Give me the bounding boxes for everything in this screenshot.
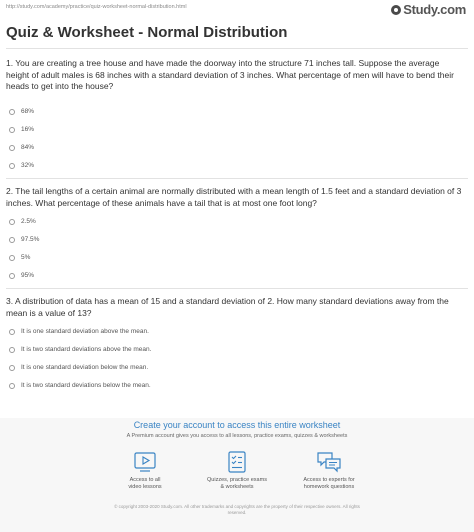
question-divider: [6, 178, 468, 179]
question-3-option-2[interactable]: [9, 346, 151, 353]
feature-label-line2: & worksheets: [220, 484, 254, 490]
radio-button[interactable]: [9, 145, 15, 151]
question-3-option-3[interactable]: [9, 364, 148, 371]
radio-button[interactable]: [9, 163, 15, 169]
option-label: It is one standard deviation below the mean.: [21, 364, 149, 371]
option-label: 5%: [21, 254, 31, 261]
ask-experts-icon: [316, 451, 342, 473]
question-2-option-1[interactable]: [9, 218, 36, 225]
question-3-option-4[interactable]: [9, 382, 151, 389]
radio-button[interactable]: [9, 255, 15, 261]
question-2-option-3[interactable]: [9, 254, 30, 261]
video-lessons-icon: [133, 451, 157, 473]
question-divider: [6, 288, 468, 289]
radio-button[interactable]: [9, 383, 15, 389]
radio-button[interactable]: [9, 347, 15, 353]
option-label: 68%: [21, 108, 35, 115]
premium-cta-footer: [0, 418, 474, 532]
radio-button[interactable]: [9, 237, 15, 243]
radio-button[interactable]: [9, 365, 15, 371]
question-1-option-4[interactable]: [9, 162, 34, 169]
copyright-line-2: reserved.: [227, 510, 247, 515]
question-3-option-1[interactable]: [9, 328, 149, 335]
feature-label-line2: video lessons: [128, 484, 162, 490]
page-title: Quiz & Worksheet - Normal Distribution: [6, 24, 288, 41]
question-1-option-3[interactable]: [9, 144, 34, 151]
option-label: 95%: [21, 272, 35, 279]
copyright-line-1: © copyright 2003-2020 Study.com. All other trademarks and copyrights are the property of their respective owners. All rights: [114, 504, 360, 509]
copyright-notice: [0, 504, 474, 516]
title-divider: [6, 48, 468, 49]
option-label: 2.5%: [21, 218, 36, 225]
feature-label-line1: Quizzes, practice exams: [207, 477, 267, 483]
question-2-text: 2. The tail lengths of a certain animal are normally distributed with a mean length of 1.5 feet and a standard deviation of 3 inches. What percentage of these animals have a tail that is at most one foot long?: [6, 186, 462, 208]
cta-subtitle: A Premium account gives you access to all lessons, practice exams, quizzes & worksheets: [126, 433, 348, 439]
cta-title-link[interactable]: Create your account to access this entire worksheet: [133, 420, 341, 430]
option-label: It is two standard deviations above the mean.: [21, 346, 152, 353]
feature-ask-experts: [274, 451, 384, 491]
option-label: 16%: [21, 126, 35, 133]
option-label: 97.5%: [21, 236, 40, 243]
question-3-text: 3. A distribution of data has a mean of 15 and a standard deviation of 2. How many standard deviations away from the mean is a value of 13?: [6, 296, 449, 318]
study-logo: [391, 2, 466, 17]
question-2-option-2[interactable]: [9, 236, 39, 243]
feature-label-line2: homework questions: [303, 484, 355, 490]
option-label: 32%: [21, 162, 35, 169]
question-2-option-4[interactable]: [9, 272, 34, 279]
feature-label-line1: Access to experts for: [303, 477, 355, 483]
radio-button[interactable]: [9, 109, 15, 115]
study-logo-text: Study.com: [403, 2, 466, 17]
option-label: It is one standard deviation above the mean.: [21, 328, 149, 335]
question-1-text: 1. You are creating a tree house and have made the doorway into the structure 71 inches tall. Suppose the average height of adult males is 68 inches with a standard deviation of 3 inches. What percentage of men will have to bend their heads to get into the house?: [6, 58, 454, 91]
quizzes-worksheets-icon: [225, 451, 249, 473]
question-1-option-1[interactable]: [9, 108, 34, 115]
radio-button[interactable]: [9, 273, 15, 279]
radio-button[interactable]: [9, 329, 15, 335]
study-logo-icon: [391, 5, 401, 15]
page-url: http://study.com/academy/practice/quiz-worksheet-normal-distribution.html: [6, 4, 187, 10]
option-label: 84%: [21, 144, 35, 151]
radio-button[interactable]: [9, 127, 15, 133]
option-label: It is two standard deviations below the mean.: [21, 382, 151, 389]
radio-button[interactable]: [9, 219, 15, 225]
question-1-option-2[interactable]: [9, 126, 34, 133]
feature-label-line1: Access to all: [129, 477, 161, 483]
